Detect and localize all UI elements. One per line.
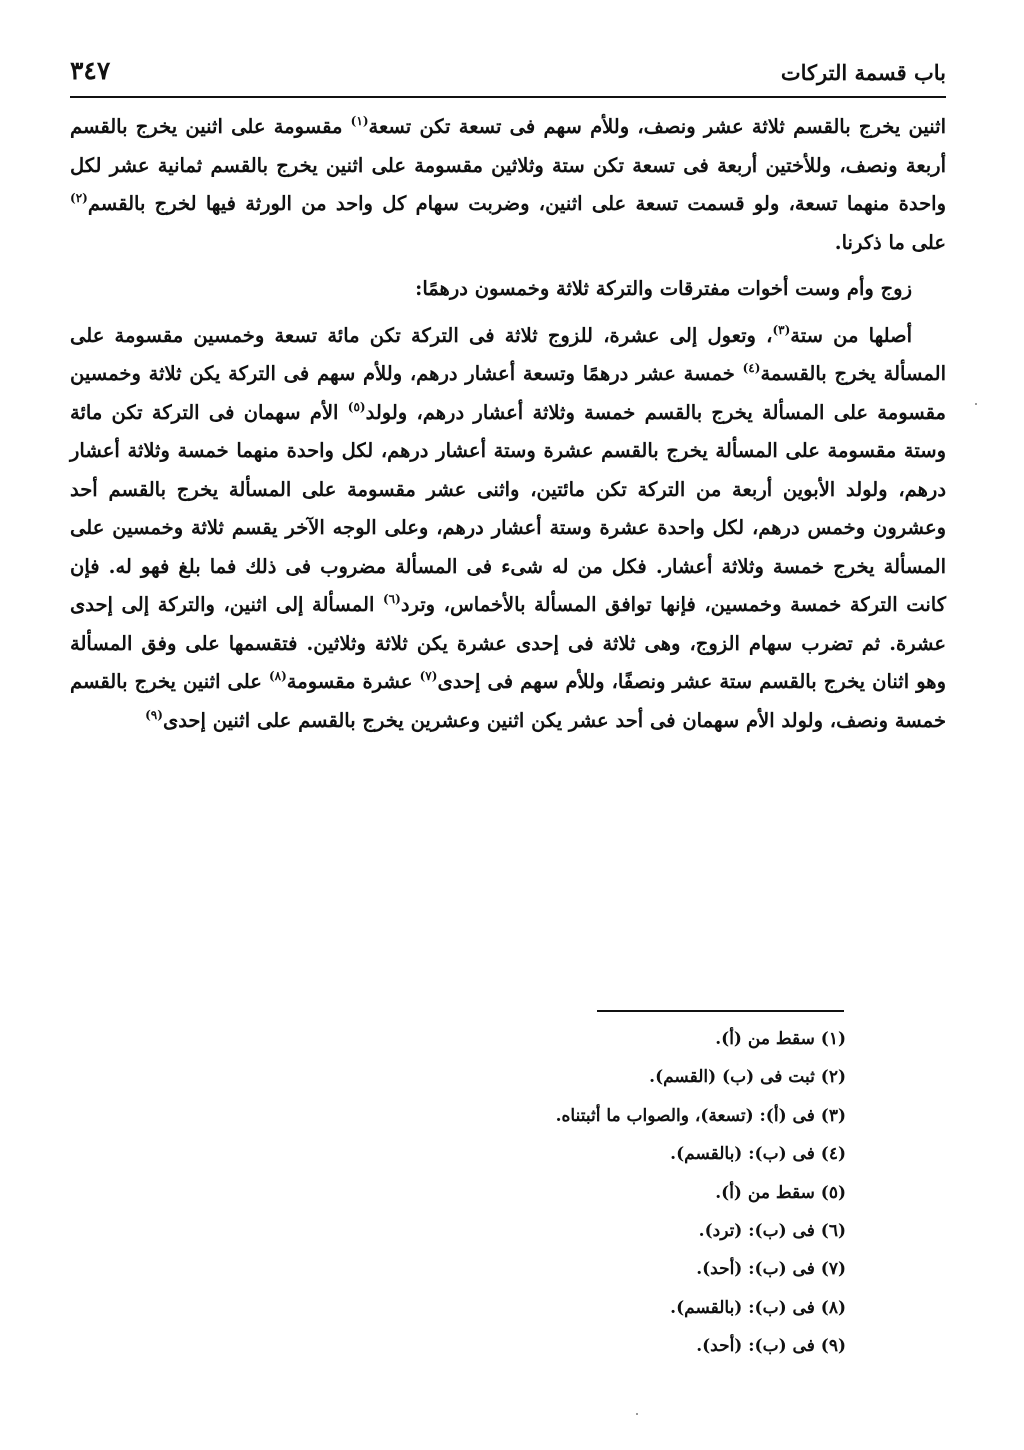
paragraph-3 (70, 317, 946, 741)
footnote-5: (٥) سقط من (أ). (715, 1182, 846, 1203)
text-run: أصلها من ستة (790, 323, 913, 347)
footnote-separator (597, 1010, 844, 1012)
text-run: ، وتعول إلى عشرة، للزوج ثلاثة فى التركة تكن مائة تسعة وخمسين مقسومة على المسألة يخرج بالقسمة (70, 323, 946, 385)
text-run: على اثنين يخرج بالقسم خمسة ونصف، ولولد الأم سهمان فى أحد عشر يكن اثنين وعشرين يخرج بالقسم على اثنين إحدى (70, 670, 946, 732)
footnote-marker-4: (٤) (742, 361, 761, 375)
main-text (70, 108, 946, 740)
footnote-marker-1: (١) (350, 114, 369, 128)
footnote-marker-9: (٩) (145, 707, 163, 722)
paragraph-2-heading: زوج وأم وست أخوات مفترقات والتركة ثلاثة وخمسون درهمًا: (415, 277, 912, 300)
footnote-1: (١) سقط من (أ). (715, 1029, 846, 1049)
text-run: المسألة إلى اثنين، والتركة إلى إحدى عشرة. ثم تضرب سهام الزوج، وهى ثلاثة فى إحدى عشرة يكن ثلاثة وثلاثين. فتقسمها على وفق المسألة وهو اثنان يخرج بالقسم ستة عشر ونصفًا، وللأم سهم فى إحدى (70, 593, 946, 693)
footnote-marker-5: (٥) (347, 399, 366, 414)
text-run: خمسة عشر درهمًا وتسعة أعشار درهم، وللأم سهم فى التركة يكن ثلاثة وخمسين مقسومة على المسألة يخرج بالقسم خمسة وثلاثة أعشار درهم، ولولد (70, 362, 946, 424)
footnote-6: (٦) فى (ب): (ترد). (698, 1221, 846, 1242)
footnote-4: (٤) فى (ب): (بالقسم). (670, 1144, 846, 1165)
footnote-marker-7: (٧) (419, 669, 438, 683)
scan-speck (636, 1413, 638, 1415)
text-run: على ما ذكرنا. (834, 230, 946, 254)
text-run: مقسومة على اثنين يخرج بالقسم أربعة ونصف، وللأختين أربعة فى تسعة تكن ستة وثلاثين مقسومة على اثنين يخرج بالقسم ثمانية عشر لكل واحدة منهما تسعة، ولو قسمت تسعة على اثنين، وضربت سهام كل واحد من الورثة فيها لخرج بالقسم (70, 115, 946, 215)
footnote-marker-3: (٣) (772, 322, 791, 337)
page-header (70, 52, 946, 98)
footnote-marker-6: (٦) (382, 592, 401, 606)
footnote-8: (٨) فى (ب): (بالقسم). (670, 1297, 846, 1318)
footnote-marker-8: (٨) (268, 669, 287, 683)
paragraph-1 (70, 108, 946, 262)
footnote-9: (٩) فى (ب): (أحد). (696, 1336, 846, 1357)
footnote-3: (٣) فى (أ): (تسعة)، والصواب ما أثبتناه. (555, 1105, 846, 1126)
text-run: اثنين يخرج بالقسم ثلاثة عشر ونصف، وللأم سهم فى تسعة تكن تسعة (368, 115, 946, 138)
footnote-7: (٧) فى (ب): (أحد). (696, 1259, 846, 1280)
text-run: الأم سهمان فى التركة تكن مائة وستة مقسومة على المسألة يخرج بالقسم عشرة وستة أعشار درهم، لكل واحدة منهما خمسة وثلاثة أعشار درهم، ولولد الأبوين أربعة من التركة تكن مائتين، واثنى عشر مقسومة على المسألة يخرج بالقسم أحد وعشرون وخمس درهم، لكل واحدة عشرة وستة أعشار درهم، وعلى الوجه الآخر يقسم ثلاثة وخمسين على المسألة يخرج خمسة وثلاثة أعشار. فكل من له شىء فى المسألة مضروب فى ذلك فما بلغ فهو له. فإن كانت التركة خمسة وخمسين، فإنها توافق المسألة بالأخماس، وترد (70, 400, 947, 616)
footnotes (286, 1020, 846, 1366)
running-title: باب قسمة التركات (780, 60, 946, 85)
text-run: عشرة مقسومة (286, 670, 420, 693)
footnote-2: (٢) ثبت فى (ب) (القسم). (649, 1067, 846, 1088)
footnote-marker-2: (٢) (70, 191, 88, 205)
scan-speck (975, 403, 977, 405)
page-number: ٣٤٧ (70, 56, 111, 85)
